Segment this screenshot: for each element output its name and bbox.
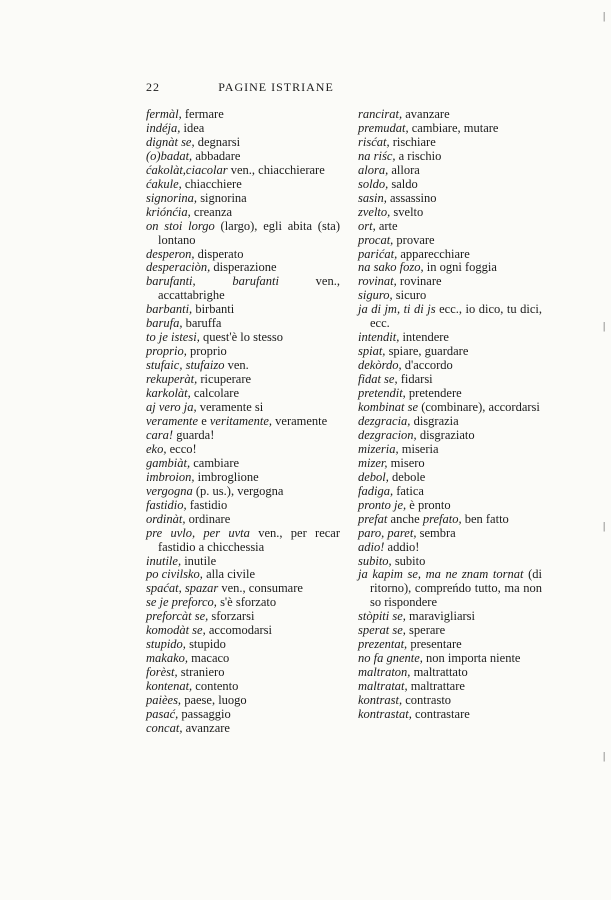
right-column — [358, 108, 542, 722]
entry-term: premudat, — [358, 120, 409, 135]
dictionary-entry — [358, 122, 542, 136]
entry-term: pre uvlo, per uvta — [146, 525, 250, 540]
entry-gloss: avanzare — [182, 720, 230, 735]
dictionary-entry — [146, 513, 340, 527]
entry-term: prezentat, — [358, 637, 408, 652]
entry-gloss: rischiare — [389, 134, 436, 149]
entry-term: paro, paret, — [358, 525, 417, 540]
entry-gloss: (di ritorno), compreńdo tutto, ma non so rispondere — [370, 567, 542, 610]
entry-gloss: guarda! — [173, 427, 215, 442]
entry-term: aj vero ja, — [146, 400, 197, 415]
entry-term: kontrastat, — [358, 706, 412, 721]
dictionary-entry — [358, 331, 542, 345]
entry-term-alt: prefato, — [422, 511, 462, 526]
dictionary-entry — [146, 680, 340, 694]
dictionary-entry — [358, 415, 542, 429]
running-title: PAGINE ISTRIANE — [218, 80, 334, 94]
entry-gloss: inutile — [181, 553, 217, 568]
entry-term: ort, — [358, 218, 376, 233]
entry-term: fidat se, — [358, 372, 398, 387]
entry-gloss: macaco — [188, 651, 230, 666]
entry-term-alt: veritamente, — [209, 413, 273, 428]
dictionary-entry — [146, 248, 340, 262]
dictionary-entry — [146, 443, 340, 457]
entry-gloss: (largo), egli abita (sta) lontano — [158, 218, 341, 247]
entry-term: makako, — [146, 651, 188, 666]
entry-gloss: arte — [375, 218, 398, 233]
dictionary-entry — [358, 624, 542, 638]
dictionary-entry — [358, 694, 542, 708]
entry-gloss: assassino — [386, 190, 437, 205]
dictionary-entry — [358, 359, 542, 373]
entry-term: spiat, — [358, 344, 386, 359]
dictionary-entry — [146, 261, 340, 275]
entry-gloss: disperato — [194, 246, 244, 261]
entry-term: vergogna — [146, 483, 193, 498]
entry-term: alora, — [358, 162, 389, 177]
entry-gloss: s'è sforzato — [216, 595, 277, 610]
entry-gloss: cambiare, mutare — [408, 120, 499, 135]
entry-gloss: imbroglione — [194, 469, 259, 484]
entry-gloss: degnarsi — [194, 134, 241, 149]
dictionary-entry — [358, 387, 542, 401]
entry-gloss: presentare — [407, 637, 462, 652]
dictionary-entry — [146, 345, 340, 359]
entry-gloss: ecc., io dico, tu dici, ecc. — [370, 302, 542, 331]
entry-gloss: fatica — [393, 483, 424, 498]
entry-term: pretendit, — [358, 386, 406, 401]
margin-mark: | — [603, 520, 606, 532]
entry-term: dezgracion, — [358, 427, 417, 442]
dictionary-entry — [358, 610, 542, 624]
dictionary-entry — [358, 275, 542, 289]
entry-gloss: maravigliarsi — [405, 609, 475, 624]
margin-mark: | — [603, 320, 606, 332]
entry-gloss-alt: ven., chiacchierare — [227, 162, 325, 177]
dictionary-entry — [146, 624, 340, 638]
dictionary-entry — [358, 401, 542, 415]
entry-gloss: sicuro — [392, 288, 427, 303]
dictionary-entry — [358, 429, 542, 443]
entry-term: stufaic, stufaizo — [146, 358, 225, 373]
dictionary-entry — [146, 192, 340, 206]
entry-term: stòpiti se, — [358, 609, 406, 624]
entry-gloss: anche — [387, 511, 423, 526]
dictionary-entry — [358, 499, 542, 513]
entry-gloss: fastidio — [186, 497, 228, 512]
entry-gloss: alla civile — [202, 567, 255, 582]
entry-term: forèst, — [146, 665, 178, 680]
entry-gloss: a rischio — [395, 148, 442, 163]
entry-gloss: pretendere — [405, 386, 462, 401]
entry-term: cara! — [146, 427, 174, 442]
entry-term: debol, — [358, 469, 389, 484]
dictionary-entry — [146, 401, 340, 415]
dictionary-entry — [146, 555, 340, 569]
entry-gloss: fermare — [181, 107, 224, 121]
entry-term: fermàl, — [146, 107, 182, 121]
dictionary-entry — [358, 220, 542, 234]
dictionary-entry — [146, 610, 340, 624]
entry-gloss: passaggio — [178, 706, 231, 721]
margin-mark: | — [603, 750, 606, 762]
entry-gloss: veramente si — [196, 400, 264, 415]
entry-term: fadiga, — [358, 483, 394, 498]
entry-gloss-alt: ben fatto — [461, 511, 509, 526]
entry-term: soldo, — [358, 176, 389, 191]
entry-gloss: debole — [388, 469, 426, 484]
dictionary-entry — [146, 415, 340, 429]
entry-gloss: maltrattato — [410, 665, 468, 680]
entry-term: no fa gnente, — [358, 651, 423, 666]
dictionary-entry — [358, 136, 542, 150]
entry-term: (o)badat, — [146, 148, 193, 163]
entry-gloss: contrastare — [411, 706, 470, 721]
dictionary-entry — [146, 220, 340, 248]
dictionary-entry — [146, 527, 340, 555]
entry-gloss: allora — [388, 162, 420, 177]
entry-term: na sako fozo, — [358, 260, 424, 275]
entry-gloss: disgraziato — [416, 427, 475, 442]
entry-gloss: ven., accattabrighe — [158, 274, 340, 303]
entry-gloss: baruffa — [182, 316, 222, 331]
entry-term: risćat, — [358, 134, 390, 149]
entry-gloss: in ogni foggia — [423, 260, 497, 275]
entry-gloss: stupido — [185, 637, 226, 652]
dictionary-entry — [146, 708, 340, 722]
dictionary-entry — [146, 164, 340, 178]
entry-term: desperaciòn, — [146, 260, 211, 275]
entry-gloss: provare — [393, 232, 435, 247]
entry-term: ja di jm, ti di js — [358, 302, 436, 317]
dictionary-entry — [358, 555, 542, 569]
dictionary-entry — [146, 485, 340, 499]
entry-term: ćakolàt, — [146, 162, 186, 177]
entry-gloss: fidarsi — [397, 372, 433, 387]
dictionary-entry — [146, 373, 340, 387]
entry-term: rovinat, — [358, 274, 397, 289]
entry-term: mizeria, — [358, 441, 399, 456]
entry-term: sperat se, — [358, 623, 406, 638]
entry-term: spaćat, spazar — [146, 581, 219, 596]
dictionary-entry — [146, 429, 340, 443]
entry-gloss: rovinare — [396, 274, 442, 289]
entry-gloss: maltrattare — [407, 679, 465, 694]
entry-term: stupido, — [146, 637, 186, 652]
entry-gloss: abbadare — [192, 148, 241, 163]
entry-gloss: disgrazia — [410, 413, 459, 428]
entry-gloss: spiare, guardare — [385, 344, 469, 359]
dictionary-entry — [358, 261, 542, 275]
entry-gloss: miseria — [398, 441, 439, 456]
entry-term: barufa, — [146, 316, 183, 331]
entry-term: kriónćia, — [146, 204, 191, 219]
dictionary-entry — [358, 638, 542, 652]
entry-term-alt: ciacolar — [185, 162, 228, 177]
dictionary-entry — [358, 513, 542, 527]
entry-term: desperon, — [146, 246, 195, 261]
entry-term: concat, — [146, 720, 183, 735]
entry-gloss: saldo — [388, 176, 418, 191]
left-column — [146, 108, 340, 736]
entry-gloss: idea — [180, 120, 205, 135]
entry-term: maltratat, — [358, 679, 408, 694]
entry-term: preforcàt se, — [146, 609, 209, 624]
entry-gloss: sperare — [405, 623, 446, 638]
entry-term: dignàt se, — [146, 134, 195, 149]
dictionary-entry — [358, 108, 542, 122]
entry-term: kontenat, — [146, 679, 193, 694]
entry-term: mizer, — [358, 455, 388, 470]
page-header — [146, 80, 406, 100]
entry-gloss-alt: veramente — [272, 413, 328, 428]
dictionary-entry — [358, 568, 542, 610]
entry-gloss: ricuperare — [197, 372, 252, 387]
entry-gloss: chiacchiere — [181, 176, 242, 191]
dictionary-entry — [146, 596, 340, 610]
entry-term: indéja, — [146, 120, 181, 135]
dictionary-entry — [146, 359, 340, 373]
entry-term: maltraton, — [358, 665, 411, 680]
entry-gloss: straniero — [177, 665, 225, 680]
dictionary-entry — [358, 303, 542, 331]
dictionary-entry — [358, 345, 542, 359]
dictionary-entry — [358, 666, 542, 680]
entry-gloss: subito — [391, 553, 426, 568]
entry-term: barufanti, barufanti — [146, 274, 279, 289]
entry-term: ordinàt, — [146, 511, 186, 526]
dictionary-entry — [146, 471, 340, 485]
dictionary-entry — [358, 192, 542, 206]
entry-term: ja kapim se, ma ne znam tornat — [358, 567, 524, 582]
entry-gloss: accomodarsi — [205, 623, 273, 638]
entry-gloss: addio! — [384, 539, 420, 554]
dictionary-entry — [146, 457, 340, 471]
entry-gloss: misero — [387, 455, 425, 470]
entry-term: po civilsko, — [146, 567, 203, 582]
dictionary-entry — [358, 289, 542, 303]
dictionary-entry — [358, 206, 542, 220]
dictionary-entry — [358, 652, 542, 666]
entry-term: dekòrdo, — [358, 358, 402, 373]
dictionary-entry — [358, 234, 542, 248]
dictionary-entry — [146, 638, 340, 652]
entry-gloss: contrasto — [402, 693, 452, 708]
dictionary-entry — [146, 499, 340, 513]
entry-gloss: ven. — [224, 358, 249, 373]
entry-gloss: calcolare — [190, 386, 240, 401]
entry-gloss: paese, luogo — [181, 693, 247, 708]
entry-term: karkolàt, — [146, 386, 191, 401]
margin-mark: | — [603, 10, 606, 22]
dictionary-entry — [146, 582, 340, 596]
entry-term: gambiàt, — [146, 455, 191, 470]
dictionary-entry — [146, 387, 340, 401]
entry-gloss: (combinare), accordarsi — [418, 400, 540, 415]
entry-gloss: birbanti — [192, 302, 235, 317]
entry-term: prefat — [358, 511, 388, 526]
entry-term: komodàt se, — [146, 623, 206, 638]
entry-term: procat, — [358, 232, 394, 247]
entry-term: kontrast, — [358, 693, 403, 708]
entry-gloss: ven., consumare — [218, 581, 303, 596]
entry-gloss: ordinare — [185, 511, 231, 526]
entry-gloss: sembra — [416, 525, 456, 540]
dictionary-entry — [358, 485, 542, 499]
entry-term: on stoi lorgo — [146, 218, 215, 233]
dictionary-entry — [146, 206, 340, 220]
entry-gloss: quest'è lo stesso — [199, 330, 283, 345]
dictionary-entry — [146, 694, 340, 708]
entry-gloss: è pronto — [406, 497, 451, 512]
entry-gloss: ecco! — [166, 441, 197, 456]
entry-term: sasin, — [358, 190, 387, 205]
entry-term: siguro, — [358, 288, 393, 303]
dictionary-entry — [146, 331, 340, 345]
dictionary-entry — [146, 666, 340, 680]
entry-gloss: e — [198, 413, 210, 428]
entry-term: paièes, — [146, 693, 182, 708]
entry-term: signorina, — [146, 190, 198, 205]
dictionary-entry — [358, 443, 542, 457]
entry-gloss: disperazione — [210, 260, 277, 275]
entry-gloss: apparecchiare — [397, 246, 470, 261]
entry-gloss: cambiare — [190, 455, 240, 470]
entry-gloss: non importa niente — [422, 651, 521, 666]
entry-term: pasać, — [146, 706, 179, 721]
entry-term: imbroion, — [146, 469, 195, 484]
entry-term: subito, — [358, 553, 392, 568]
entry-term: proprio, — [146, 344, 187, 359]
dictionary-entry — [146, 108, 340, 122]
dictionary-entry — [146, 722, 340, 736]
dictionary-entry — [146, 150, 340, 164]
entry-term: rancirat, — [358, 107, 403, 121]
dictionary-entry — [358, 457, 542, 471]
dictionary-entry — [358, 541, 542, 555]
entry-term: ćakule, — [146, 176, 182, 191]
entry-gloss: ven., per recar fastidio a chicchessia — [158, 525, 341, 554]
page-number: 22 — [146, 80, 160, 94]
dictionary-entry — [358, 178, 542, 192]
entry-term: se je preforco, — [146, 595, 217, 610]
entry-term: eko, — [146, 441, 167, 456]
dictionary-entry — [146, 178, 340, 192]
dictionary-entry — [358, 680, 542, 694]
dictionary-entry — [358, 248, 542, 262]
entry-term: zvelto, — [358, 204, 391, 219]
entry-gloss: intendere — [399, 330, 449, 345]
entry-term: parićat, — [358, 246, 398, 261]
entry-term: rekuperàt, — [146, 372, 198, 387]
entry-term: adio! — [358, 539, 385, 554]
entry-gloss: sforzarsi — [208, 609, 255, 624]
dictionary-entry — [146, 275, 340, 303]
entry-gloss: creanza — [190, 204, 233, 219]
dictionary-entry — [358, 373, 542, 387]
entry-term: barbanti, — [146, 302, 193, 317]
dictionary-entry — [146, 136, 340, 150]
dictionary-entry — [358, 527, 542, 541]
dictionary-entry — [358, 164, 542, 178]
dictionary-entry — [146, 122, 340, 136]
entry-gloss: d'accordo — [401, 358, 453, 373]
entry-gloss: (p. us.), vergogna — [192, 483, 284, 498]
entry-term: intendit, — [358, 330, 400, 345]
dictionary-entry — [358, 471, 542, 485]
dictionary-entry — [358, 150, 542, 164]
entry-gloss: proprio — [186, 344, 227, 359]
dictionary-entry — [146, 303, 340, 317]
entry-term: fastidio, — [146, 497, 187, 512]
entry-term: pronto je, — [358, 497, 407, 512]
entry-term: to je istesi, — [146, 330, 200, 345]
dictionary-entry — [146, 652, 340, 666]
entry-term: veramente — [146, 413, 199, 428]
entry-gloss: contento — [192, 679, 239, 694]
dictionary-entry — [358, 708, 542, 722]
dictionary-entry — [146, 568, 340, 582]
entry-term: kombinat se — [358, 400, 419, 415]
entry-term: dezgracia, — [358, 413, 411, 428]
entry-gloss: signorina — [197, 190, 247, 205]
entry-gloss: svelto — [390, 204, 424, 219]
dictionary-entry — [146, 317, 340, 331]
entry-gloss: avanzare — [402, 107, 450, 121]
entry-term: na riśc, — [358, 148, 396, 163]
entry-term: inutile, — [146, 553, 182, 568]
